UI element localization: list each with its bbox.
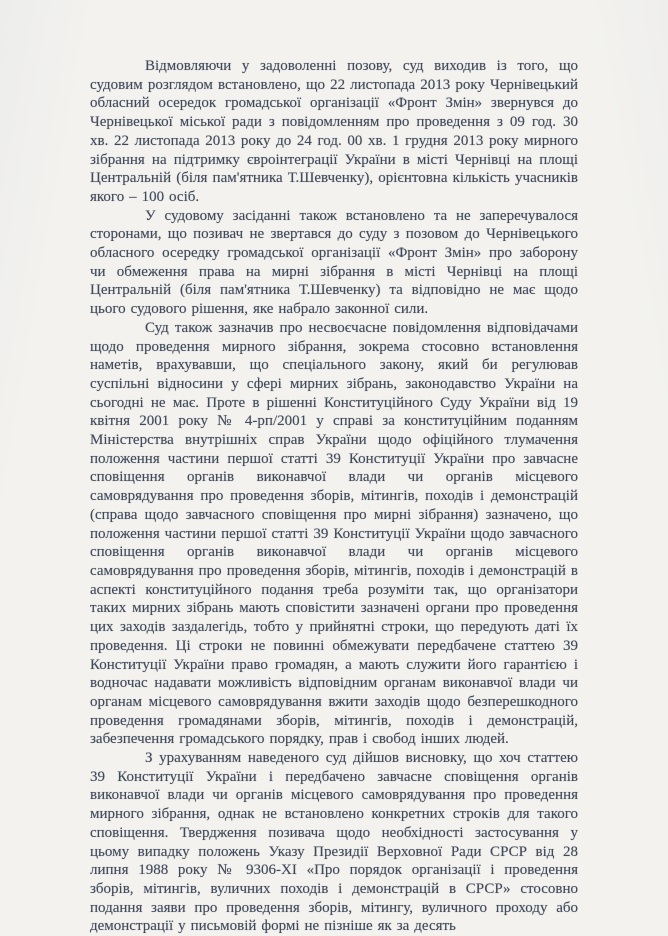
paragraph-constitutional-court-ruling: Суд також зазначив про несвоєчасне повідомлення відповідачами щодо проведення мирного зібрання, зокрема стосовно встановлення наметів, врахувавши, що спеціального закону, який би регулював суспільні відносини у сфері мирних зібрань, законодавство України на сьогодні не має. Проте в рішенні Конституційного Суду України від 19 квітня 2001 року № 4-рп/2001 у справі за конституційним поданням Міністерства внутрішніх справ України щодо офіційного тлумачення положення частини першої статті 39 Конституції України про завчасне сповіщення органів виконавчої влади чи органів місцевого самоврядування про проведення зборів, мітингів, походів і демонстрацій (справа щодо завчасного сповіщення про мирні зібрання) зазначено, що положення частини першої статті 39 Конституції України щодо завчасного сповіщення органів виконавчої влади чи органів місцевого самоврядування про проведення зборів, мітингів, походів і демонстрацій в аспекті конституційного подання треба розуміти так, що організатори таких мирних зібрань мають сповістити зазначені органи про проведення цих заходів заздалегідь, тобто у прийнятні строки, що передують даті їх проведення. Ці строки не повинні обмежувати передбачене статтею 39 Конституції України право громадян, а мають служити його гарантією і водночас надавати можливість відповідним органам виконавчої влади чи органам місцевого самоврядування вжити заходів щодо безперешкодного проведення громадянами зборів, мітингів, походів і демонстрацій, забезпечення громадського порядку, прав і свобод інших людей.: [90, 319, 578, 748]
paragraph-court-findings: Відмовляючи у задоволенні позову, суд виходив із того, що судовим розглядом встановлено, що 22 листопада 2013 року Чернівецький обласний осередок громадської організації «Фронт Змін» звернувся до Чернівецької міської ради з повідомленням про проведення з 09 год. 30 хв. 22 листопада 2013 року до 24 год. 00 хв. 1 грудня 2013 року мирного зібрання на підтримку євроінтеграції України в місті Чернівці на площі Центральній (біля пам'ятника Т.Шевченку), орієнтовна кількість учасників якого – 100 осіб.: [90, 58, 578, 205]
document-body-text: [90, 57, 578, 936]
paragraph-hearing-statement: У судовому засіданні також встановлено та не заперечувалося сторонами, що позивач не звертався до суду з позовом до Чернівецького обласного осередку громадської організації «Фронт Змін» про заборону чи обмеження права на мирні зібрання в місті Чернівці на площі Центральній (біля пам'ятника Т.Шевченку) та відповідно не має щодо цього судового рішення, яке набрало законної сили.: [90, 207, 578, 318]
paragraph-court-conclusion: З урахуванням наведеного суд дійшов висновку, що хоч статтею 39 Конституції України і передбачено завчасне сповіщення органів виконавчої влади чи органів місцевого самоврядування про проведення мирного зібрання, однак не встановлено конкретних строків для такого сповіщення. Твердження позивача щодо необхідності застосування у цьому випадку положень Указу Президії Верховної Ради СРСР від 28 липня 1988 року № 9306-XI «Про порядок організації і проведення зборів, мітингів, вуличних походів і демонстрацій в СРСР» стосовно подання заяви про проведення зборів, мітингу, вуличного проходу або демонстрації у письмовій формі не пізніше як за десять: [90, 750, 578, 935]
